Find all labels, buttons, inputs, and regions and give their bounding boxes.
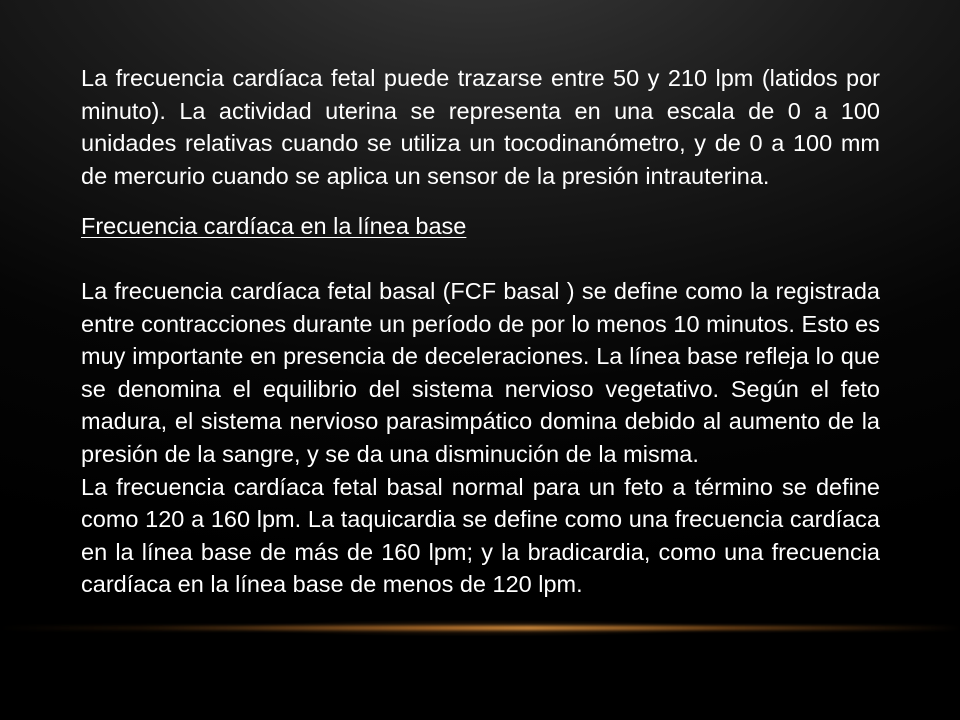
- accent-divider-line: [0, 626, 960, 630]
- section-heading-link[interactable]: Frecuencia cardíaca en la línea base: [81, 213, 467, 240]
- intro-paragraph: La frecuencia cardíaca fetal puede trazarse entre 50 y 210 lpm (latidos por minuto). La actividad uterina se representa en una escala de 0 a 100 unidades relativas cuando se utiliza un tocodinanómetro, y de 0 a 100 mm de mercurio cuando se aplica un sensor de la presión intrauterina.: [81, 65, 880, 189]
- spacer: [81, 243, 880, 275]
- body-paragraph-1: La frecuencia cardíaca fetal basal (FCF basal ) se define como la registrada entre contracciones durante un período de por lo menos 10 minutos. Esto es muy importante en presencia de deceleraciones. La línea base refleja lo que se denomina el equilibrio del sistema nervioso vegetativo. Según el feto madura, el sistema nervioso parasimpático domina debido al aumento de la presión de la sangre, y se da una disminución de la misma.: [81, 277, 880, 467]
- body-paragraph-2: La frecuencia cardíaca fetal basal normal para un feto a término se define como 120 a 160 lpm. La taquicardia se define como una frecuencia cardíaca en la línea base de más de 160 lpm; y la bradicardia, como una frecuencia cardíaca en la línea base de menos de 120 lpm.: [81, 473, 880, 598]
- slide-content: [81, 62, 880, 601]
